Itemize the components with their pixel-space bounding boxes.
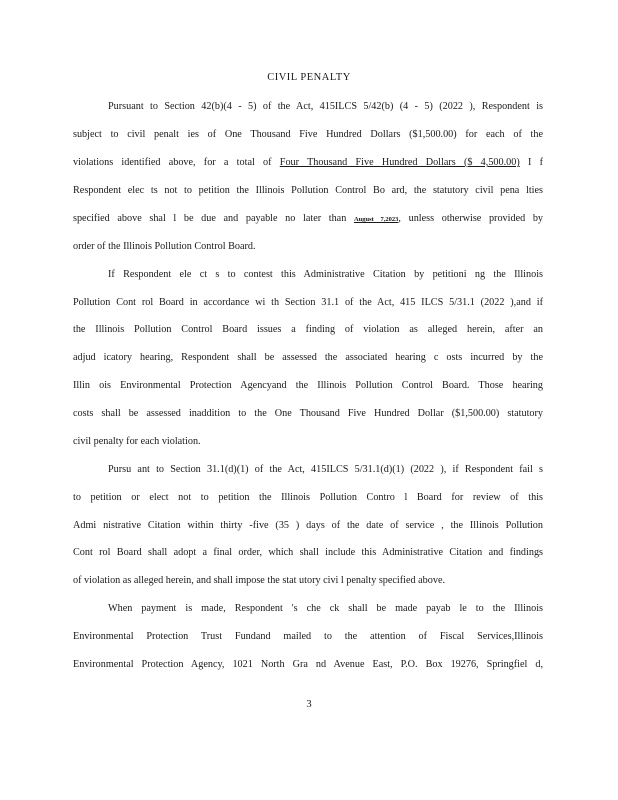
text-line: subject to civil penalt ies of One Thousand Five Hundred Dollars ($1,500.00) for each of the bbox=[73, 129, 543, 140]
text-line: to petition or elect not to petition the Illinois Pollution Contro l Board for review of this bbox=[73, 492, 543, 503]
text-line: adjud icatory hearing, Respondent shall be assessed the associated hearing c osts incurred by the bbox=[73, 352, 543, 363]
text-segment: , unless otherwise provided by bbox=[398, 213, 544, 224]
text-line bbox=[73, 212, 543, 227]
text-line: civil penalty for each violation. bbox=[73, 436, 201, 447]
text-line: When payment is made, Respondent 's che ck shall be made payab le to the Illinois bbox=[108, 603, 543, 614]
text-line: Respondent elec ts not to petition the Illinois Pollution Control Bo ard, the statutory civil pena lties bbox=[73, 185, 543, 196]
text-line: order of the Illinois Pollution Control Board. bbox=[73, 241, 256, 252]
text-line: Illin ois Environmental Protection Agencyand the Illinois Pollution Control Board. Those hearing bbox=[73, 380, 543, 391]
text-line: the Illinois Pollution Control Board issues a finding of violation as alleged herein, after an bbox=[73, 324, 543, 335]
section-title: CIVIL PENALTY bbox=[267, 72, 351, 83]
text-line: costs shall be assessed inaddition to the One Thousand Five Hundred Dollar ($1,500.00) statutory bbox=[73, 408, 543, 419]
due-date: August 7,2023 bbox=[353, 216, 399, 223]
text-line: Admi nistrative Citation within thirty -five (35 ) days of the date of service , the Illinois Pollution bbox=[73, 520, 543, 531]
text-line: Cont rol Board shall adopt a final order, which shall include this Administrative Citation and findings bbox=[73, 547, 543, 558]
text-line: Environmental Protection Agency, 1021 North Gra nd Avenue East, P.O. Box 19276, Springfiel d, bbox=[73, 659, 543, 670]
text-segment: I f bbox=[528, 157, 544, 168]
text-segment: specified above shal l be due and payable no later than bbox=[73, 213, 347, 224]
text-line bbox=[73, 156, 543, 170]
page-number: 3 bbox=[306, 699, 312, 710]
text-line: If Respondent ele ct s to contest this Administrative Citation by petitioni ng the Illinois bbox=[108, 269, 543, 280]
text-line: Pursu ant to Section 31.1(d)(1) of the Act, 415ILCS 5/31.1(d)(1) (2022 ), if Respondent fail s bbox=[108, 464, 543, 475]
total-amount: Four Thousand Five Hundred Dollars ($ 4,500.00) bbox=[279, 157, 520, 168]
text-line: Pollution Cont rol Board in accordance wi th Section 31.1 of the Act, 415 ILCS 5/31.1 (2022 ),and if bbox=[73, 297, 543, 308]
text-line: Environmental Protection Trust Fundand mailed to the attention of Fiscal Services,Illinois bbox=[73, 631, 543, 642]
text-line: of violation as alleged herein, and shall impose the stat utory civi l penalty specified above. bbox=[73, 575, 446, 586]
text-line: Pursuant to Section 42(b)(4 - 5) of the Act, 415ILCS 5/42(b) (4 - 5) (2022 ), Respondent is bbox=[108, 101, 543, 112]
text-segment: violations identified above, for a total of bbox=[73, 157, 272, 168]
